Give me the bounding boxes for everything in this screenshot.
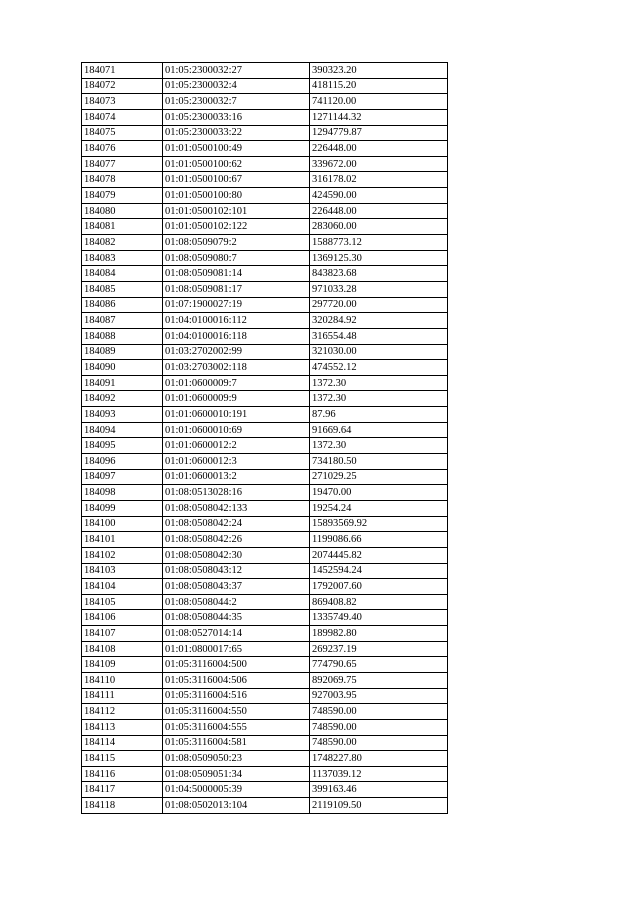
table-row [82,407,448,423]
value-cell: 15893569.92 [310,516,448,532]
row-id-cell: 184104 [82,579,163,595]
row-id-cell: 184076 [82,141,163,157]
cadastral-number-cell: 01:08:0508042:26 [163,532,310,548]
row-id-cell: 184116 [82,766,163,782]
row-id-cell: 184086 [82,297,163,313]
row-id-cell: 184110 [82,672,163,688]
table-row [82,375,448,391]
value-cell: 1372.30 [310,438,448,454]
table-row [82,109,448,125]
value-cell: 226448.00 [310,203,448,219]
table-row [82,172,448,188]
value-cell: 843823.68 [310,266,448,282]
table-row [82,203,448,219]
row-id-cell: 184106 [82,610,163,626]
row-id-cell: 184078 [82,172,163,188]
cadastral-number-cell: 01:05:2300033:22 [163,125,310,141]
table-row [82,94,448,110]
cadastral-number-cell: 01:08:0509080:7 [163,250,310,266]
cadastral-number-cell: 01:08:0508043:12 [163,563,310,579]
row-id-cell: 184096 [82,454,163,470]
cadastral-number-cell: 01:05:2300032:27 [163,63,310,79]
table-row [82,469,448,485]
table-row [82,360,448,376]
value-cell: 869408.82 [310,594,448,610]
value-cell: 1792007.60 [310,579,448,595]
row-id-cell: 184117 [82,782,163,798]
value-cell: 1271144.32 [310,109,448,125]
value-cell: 774790.65 [310,657,448,673]
value-cell: 87.96 [310,407,448,423]
row-id-cell: 184077 [82,156,163,172]
table-row [82,438,448,454]
row-id-cell: 184087 [82,313,163,329]
value-cell: 741120.00 [310,94,448,110]
row-id-cell: 184111 [82,688,163,704]
row-id-cell: 184094 [82,422,163,438]
table-row [82,391,448,407]
table-row [82,500,448,516]
table-row [82,641,448,657]
row-id-cell: 184108 [82,641,163,657]
table-row [82,141,448,157]
cadastral-number-cell: 01:01:0600013:2 [163,469,310,485]
cadastral-number-cell: 01:08:0502013:104 [163,798,310,814]
value-cell: 748590.00 [310,704,448,720]
cadastral-number-cell: 01:05:3116004:516 [163,688,310,704]
table-row [82,78,448,94]
table-row [82,672,448,688]
table-row [82,219,448,235]
row-id-cell: 184088 [82,328,163,344]
row-id-cell: 184102 [82,547,163,563]
cadastral-number-cell: 01:08:0508042:133 [163,500,310,516]
cadastral-number-cell: 01:01:0500100:49 [163,141,310,157]
value-cell: 1372.30 [310,391,448,407]
cadastral-number-cell: 01:08:0509081:17 [163,281,310,297]
table-row [82,751,448,767]
cadastral-number-cell: 01:08:0508044:35 [163,610,310,626]
table-row [82,594,448,610]
row-id-cell: 184114 [82,735,163,751]
value-cell: 226448.00 [310,141,448,157]
value-cell: 339672.00 [310,156,448,172]
cadastral-number-cell: 01:01:0500100:80 [163,188,310,204]
cadastral-number-cell: 01:05:3116004:550 [163,704,310,720]
value-cell: 283060.00 [310,219,448,235]
cadastral-number-cell: 01:08:0508044:2 [163,594,310,610]
value-cell: 748590.00 [310,735,448,751]
table-row [82,422,448,438]
cadastral-number-cell: 01:08:0508042:30 [163,547,310,563]
table-row [82,688,448,704]
table-row [82,610,448,626]
cadastral-number-cell: 01:01:0500100:67 [163,172,310,188]
value-cell: 748590.00 [310,719,448,735]
cadastral-number-cell: 01:01:0600012:2 [163,438,310,454]
value-cell: 316178.02 [310,172,448,188]
table-row [82,250,448,266]
row-id-cell: 184098 [82,485,163,501]
row-id-cell: 184085 [82,281,163,297]
table-row [82,454,448,470]
table-row [82,281,448,297]
row-id-cell: 184101 [82,532,163,548]
table-row [82,547,448,563]
value-cell: 297720.00 [310,297,448,313]
value-cell: 927003.95 [310,688,448,704]
value-cell: 1199086.66 [310,532,448,548]
table-row [82,188,448,204]
row-id-cell: 184090 [82,360,163,376]
value-cell: 19470.00 [310,485,448,501]
cadastral-number-cell: 01:05:2300033:16 [163,109,310,125]
row-id-cell: 184079 [82,188,163,204]
cadastral-number-cell: 01:04:0100016:118 [163,328,310,344]
cadastral-number-cell: 01:01:0800017:65 [163,641,310,657]
table-row [82,328,448,344]
cadastral-number-cell: 01:05:3116004:581 [163,735,310,751]
table-row [82,798,448,814]
value-cell: 321030.00 [310,344,448,360]
value-cell: 1452594.24 [310,563,448,579]
value-cell: 734180.50 [310,454,448,470]
value-cell: 316554.48 [310,328,448,344]
row-id-cell: 184074 [82,109,163,125]
table-row [82,782,448,798]
value-cell: 1372.30 [310,375,448,391]
row-id-cell: 184084 [82,266,163,282]
row-id-cell: 184097 [82,469,163,485]
value-cell: 320284.92 [310,313,448,329]
table-row [82,719,448,735]
row-id-cell: 184099 [82,500,163,516]
table-row [82,266,448,282]
value-cell: 418115.20 [310,78,448,94]
value-cell: 399163.46 [310,782,448,798]
row-id-cell: 184118 [82,798,163,814]
value-cell: 424590.00 [310,188,448,204]
table-row [82,156,448,172]
table-body [82,63,448,814]
cadastral-number-cell: 01:05:2300032:4 [163,78,310,94]
cadastral-number-cell: 01:01:0600009:9 [163,391,310,407]
value-cell: 269237.19 [310,641,448,657]
cadastral-number-cell: 01:08:0509079:2 [163,235,310,251]
cadastral-number-cell: 01:01:0600010:191 [163,407,310,423]
cadastral-number-cell: 01:03:2703002:118 [163,360,310,376]
row-id-cell: 184091 [82,375,163,391]
cadastral-number-cell: 01:08:0509081:14 [163,266,310,282]
row-id-cell: 184083 [82,250,163,266]
row-id-cell: 184103 [82,563,163,579]
cadastral-number-cell: 01:01:0500102:101 [163,203,310,219]
cadastral-number-cell: 01:01:0600012:3 [163,454,310,470]
table-row [82,626,448,642]
table-row [82,313,448,329]
row-id-cell: 184109 [82,657,163,673]
table-row [82,766,448,782]
cadastral-number-cell: 01:08:0508042:24 [163,516,310,532]
value-cell: 1137039.12 [310,766,448,782]
value-cell: 19254.24 [310,500,448,516]
row-id-cell: 184073 [82,94,163,110]
cadastral-number-cell: 01:05:2300032:7 [163,94,310,110]
row-id-cell: 184072 [82,78,163,94]
value-cell: 1369125.30 [310,250,448,266]
cadastral-number-cell: 01:01:0500100:62 [163,156,310,172]
cadastral-number-cell: 01:08:0509050:23 [163,751,310,767]
cadastral-number-cell: 01:03:2702002:99 [163,344,310,360]
row-id-cell: 184113 [82,719,163,735]
row-id-cell: 184080 [82,203,163,219]
cadastral-number-cell: 01:08:0527014:14 [163,626,310,642]
value-cell: 1748227.80 [310,751,448,767]
value-cell: 189982.80 [310,626,448,642]
value-cell: 2119109.50 [310,798,448,814]
row-id-cell: 184100 [82,516,163,532]
table-row [82,516,448,532]
cadastral-number-cell: 01:01:0500102:122 [163,219,310,235]
cadastral-number-cell: 01:05:3116004:500 [163,657,310,673]
row-id-cell: 184082 [82,235,163,251]
table-row [82,235,448,251]
row-id-cell: 184092 [82,391,163,407]
data-table [81,62,448,814]
cadastral-number-cell: 01:08:0513028:16 [163,485,310,501]
cadastral-number-cell: 01:01:0600009:7 [163,375,310,391]
value-cell: 971033.28 [310,281,448,297]
value-cell: 1588773.12 [310,235,448,251]
row-id-cell: 184105 [82,594,163,610]
row-id-cell: 184075 [82,125,163,141]
table-row [82,532,448,548]
cadastral-number-cell: 01:07:1900027:19 [163,297,310,313]
row-id-cell: 184081 [82,219,163,235]
table-row [82,485,448,501]
cadastral-number-cell: 01:08:0509051:34 [163,766,310,782]
table-row [82,563,448,579]
table-row [82,579,448,595]
table-row [82,704,448,720]
value-cell: 91669.64 [310,422,448,438]
row-id-cell: 184089 [82,344,163,360]
cadastral-number-cell: 01:04:0100016:112 [163,313,310,329]
cadastral-number-cell: 01:08:0508043:37 [163,579,310,595]
row-id-cell: 184107 [82,626,163,642]
value-cell: 271029.25 [310,469,448,485]
value-cell: 474552.12 [310,360,448,376]
row-id-cell: 184093 [82,407,163,423]
cadastral-number-cell: 01:05:3116004:555 [163,719,310,735]
value-cell: 2074445.82 [310,547,448,563]
table-row [82,344,448,360]
value-cell: 390323.20 [310,63,448,79]
table-row [82,63,448,79]
table-row [82,735,448,751]
cadastral-number-cell: 01:05:3116004:506 [163,672,310,688]
row-id-cell: 184071 [82,63,163,79]
row-id-cell: 184095 [82,438,163,454]
table-row [82,297,448,313]
cadastral-number-cell: 01:04:5000005:39 [163,782,310,798]
value-cell: 892069.75 [310,672,448,688]
row-id-cell: 184112 [82,704,163,720]
table-row [82,657,448,673]
value-cell: 1335749.40 [310,610,448,626]
table-row [82,125,448,141]
cadastral-number-cell: 01:01:0600010:69 [163,422,310,438]
row-id-cell: 184115 [82,751,163,767]
value-cell: 1294779.87 [310,125,448,141]
